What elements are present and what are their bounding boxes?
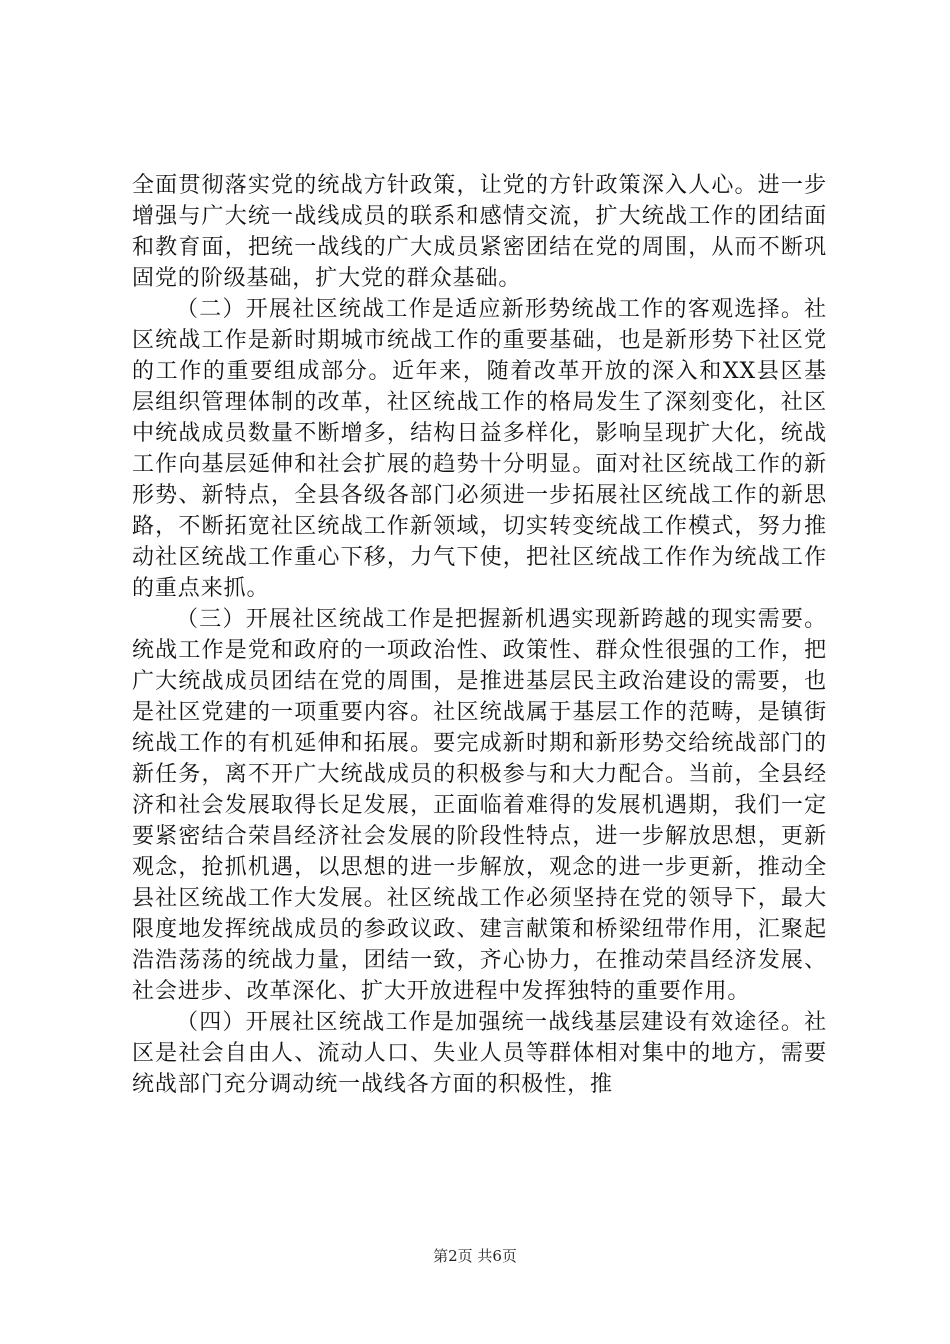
page-number-footer: 第2页 共6页 (433, 1247, 517, 1265)
paragraph-section-2: （二）开展社区统战工作是适应新形势统战工作的客观选择。社区统战工作是新时期城市统战工作的重要基础，也是新形势下社区党的工作的重要组成部分。近年来，随着改革开放的深入和XX县区基层组织管理体制的改革，社区统战工作的格局发生了深刻变化，社区中统战成员数量不断增多，结构日益多样化，影响呈现扩大化，统战工作向基层延伸和社会扩展的趋势十分明显。面对社区统战工作的新形势、新特点，全县各级各部门必须进一步拓展社区统战工作的新思路，不断拓宽社区统战工作新领域，切实转变统战工作模式，努力推动社区统战工作重心下移，力气下使，把社区统战工作作为统战工作的重点来抓。 (132, 297, 827, 601)
paragraph-continuation: 全面贯彻落实党的统战方针政策，让党的方针政策深入人心。进一步增强与广大统一战线成员的联系和感情交流，扩大统战工作的团结面和教育面，把统一战线的广大成员紧密团结在党的周围，从而不断巩固党的阶级基础，扩大党的群众基础。 (132, 173, 827, 291)
paragraph-section-4: （四）开展社区统战工作是加强统一战线基层建设有效途径。社区是社会自由人、流动人口、失业人员等群体相对集中的地方，需要统战部门充分调动统一战线各方面的积极性，推 (132, 1010, 827, 1097)
document-body (132, 170, 827, 1100)
paragraph-section-3: （三）开展社区统战工作是把握新机遇实现新跨越的现实需要。统战工作是党和政府的一项政治性、政策性、群众性很强的工作，把广大统战成员团结在党的周围，是推进基层民主政治建设的需要，也是社区党建的一项重要内容。社区统战属于基层工作的范畴，是镇街统战工作的有机延伸和拓展。要完成新时期和新形势交给统战部门的新任务，离不开广大统战成员的积极参与和大力配合。当前，全县经济和社会发展取得长足发展，正面临着难得的发展机遇期，我们一定要紧密结合荣昌经济社会发展的阶段性特点，进一步解放思想，更新观念，抢抓机遇，以思想的进一步解放，观念的进一步更新，推动全县社区统战工作大发展。社区统战工作必须坚持在党的领导下，最大限度地发挥统战成员的参政议政、建言献策和桥梁纽带作用，汇聚起浩浩荡荡的统战力量，团结一致，齐心协力，在推动荣昌经济发展、社会进步、改革深化、扩大开放进程中发挥独特的重要作用。 (132, 607, 827, 1004)
